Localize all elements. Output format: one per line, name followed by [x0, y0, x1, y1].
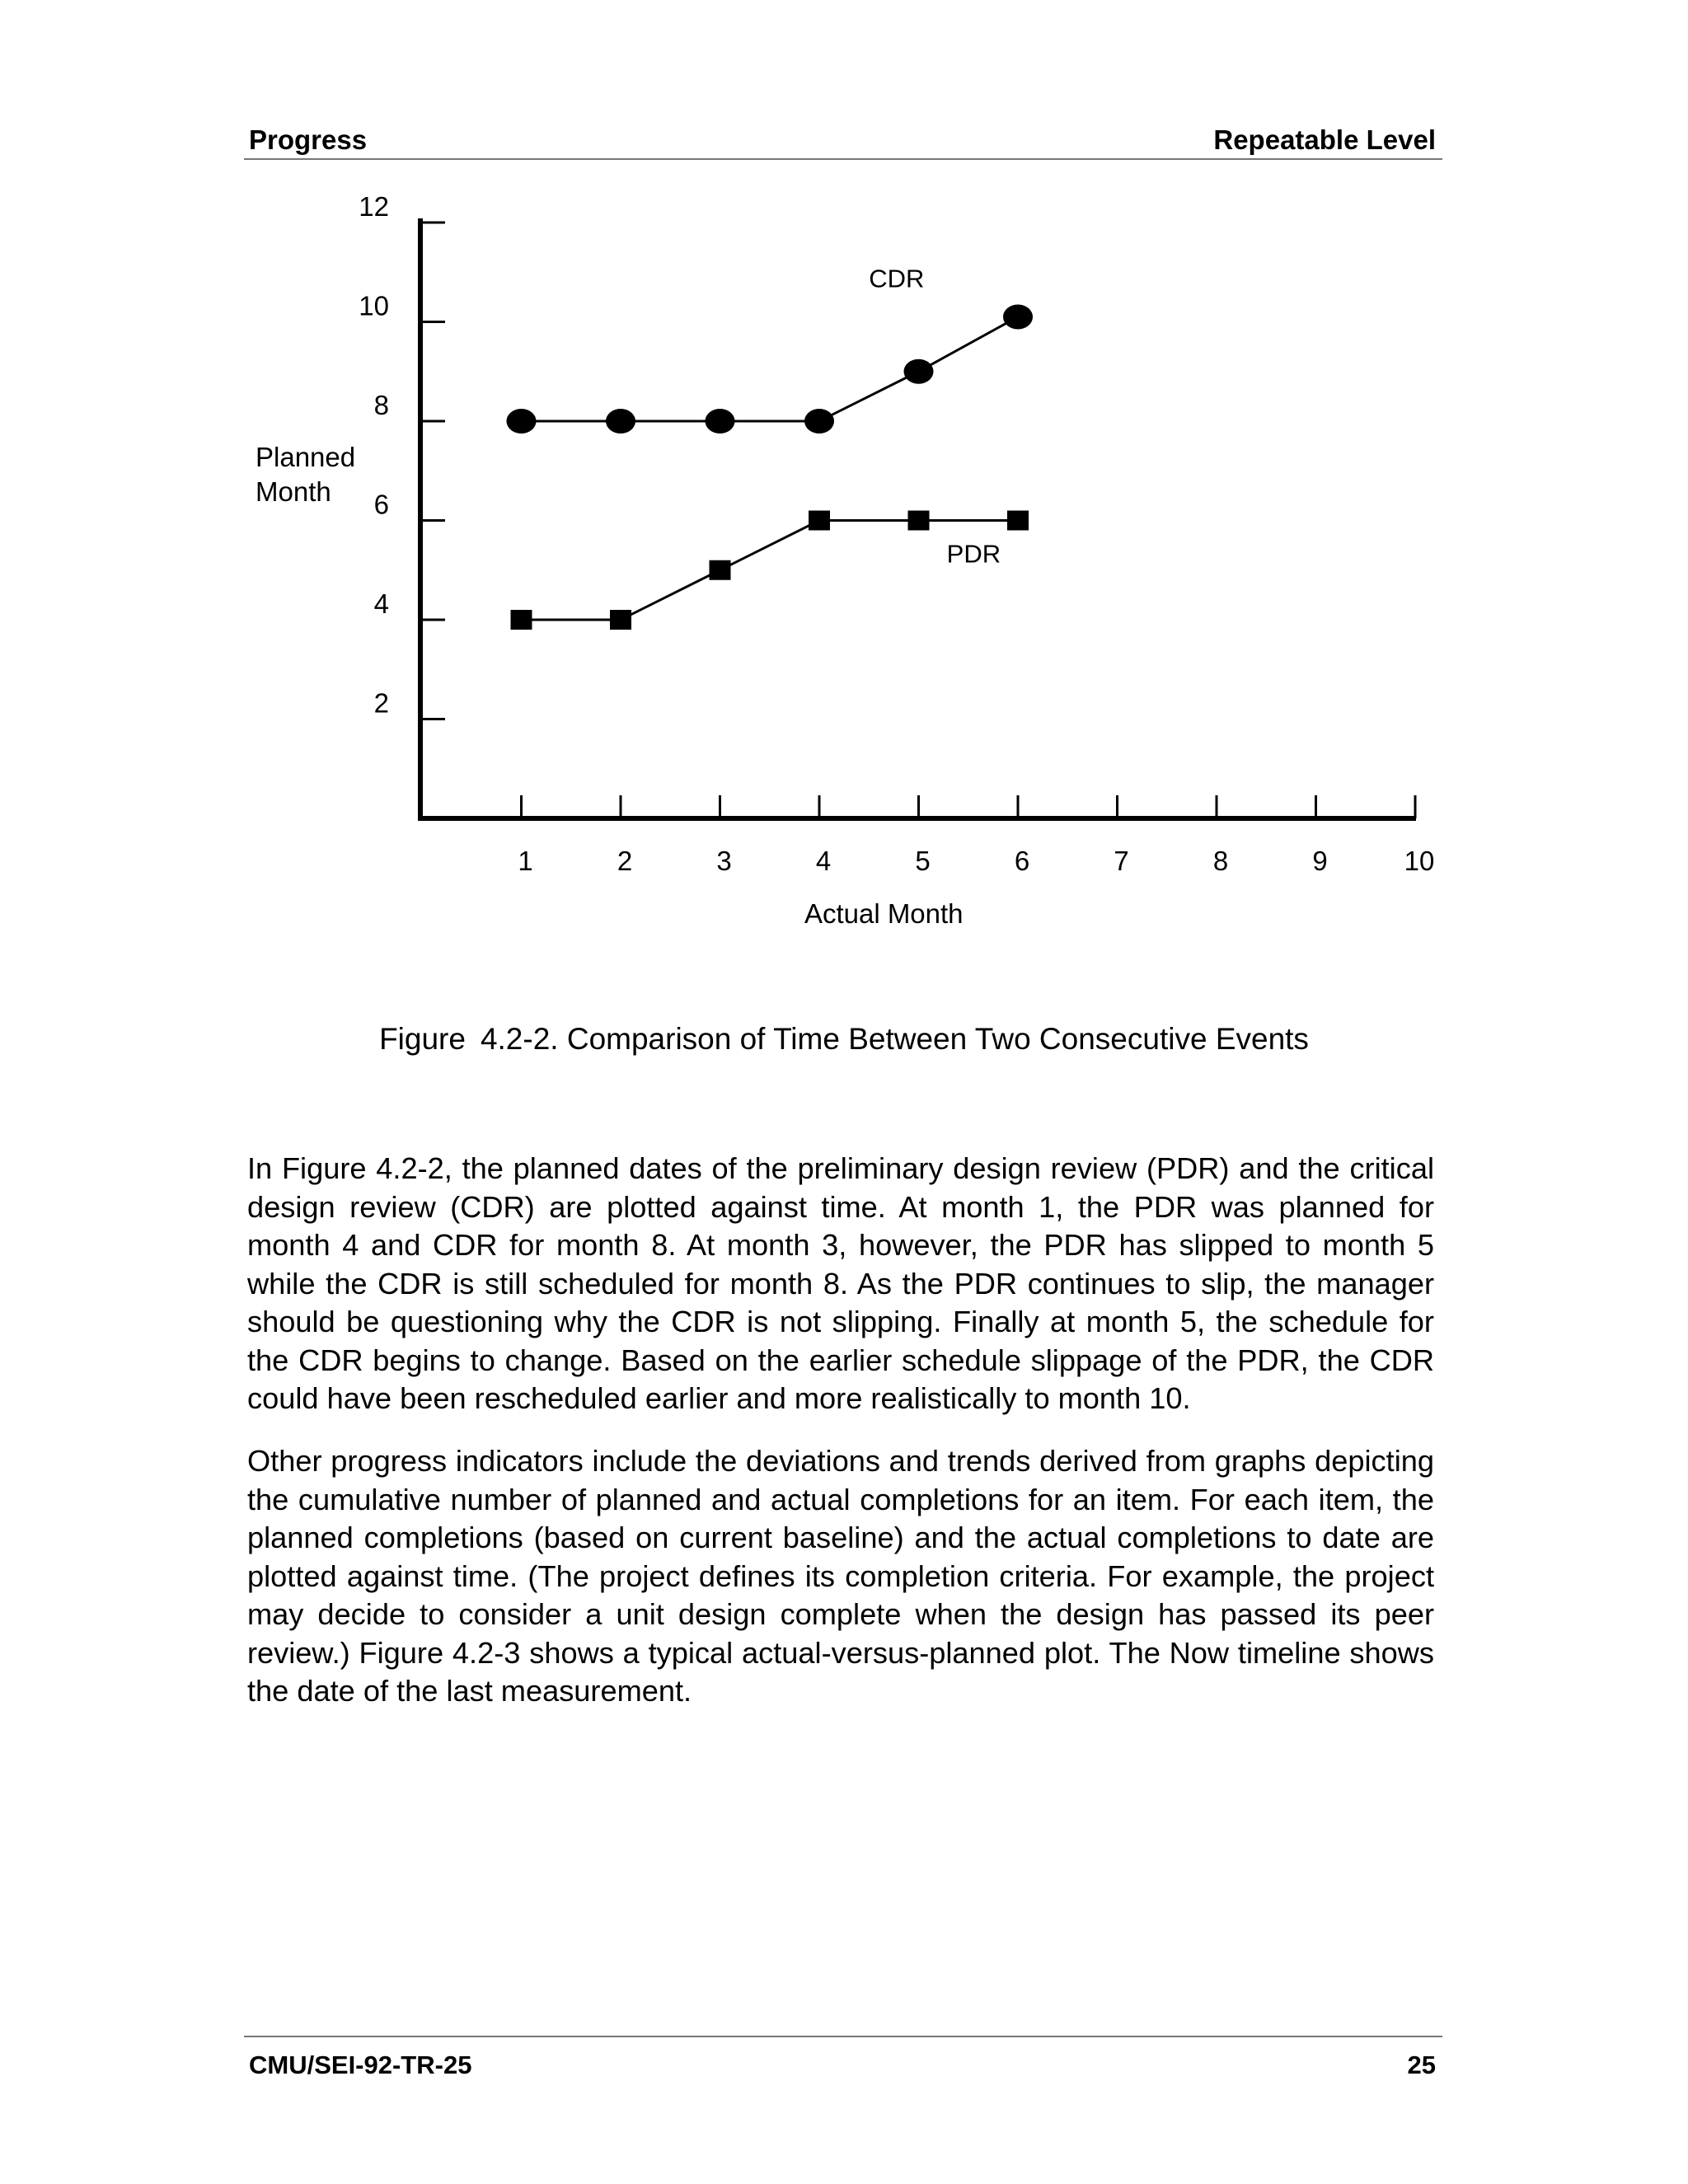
x-tick-label: 5 — [915, 846, 931, 876]
y-tick-label: 2 — [373, 687, 389, 719]
header-level-title: Repeatable Level — [1213, 124, 1436, 155]
cdr-point — [706, 409, 735, 434]
body-paragraph-2: Other progress indicators include the deviations and trends derived from graphs depicting the cumulative number of planned and actual completions for an item. For each item, the planned completions (based on current baseline) and the actual completions to date are plotted against time. (The project defines its completion criteria. For example, the project may decide to consider a unit design complete when the design has passed its peer review.) Figure 4.2-3 shows a typical actual-versus-planned plot. The Now timeline shows the date of the last measurement. — [247, 1444, 1434, 1708]
x-tick-label: 2 — [617, 846, 633, 876]
y-tick-label: 12 — [359, 191, 389, 222]
cdr-point — [1003, 304, 1033, 329]
pdr-point — [710, 560, 731, 580]
footer-page-number: 25 — [1407, 2050, 1436, 2079]
x-tick-label: 1 — [518, 846, 533, 876]
x-tick-label: 4 — [815, 846, 832, 876]
pdr-point — [511, 610, 532, 630]
x-tick-label: 8 — [1212, 846, 1229, 876]
pdr-point — [1007, 511, 1029, 531]
body-paragraph-1: In Figure 4.2-2, the planned dates of the preliminary design review (PDR) and the critical design review (CDR) are plotted against time. At month 1, the PDR was planned for month 4 and CDR for month 8. At month 3, however, the PDR has slipped to month 5 while the CDR is still scheduled for month 8. As the PDR continues to slip, the manager should be questioning why the CDR is not slipping. Finally at month 5, the schedule for the CDR begins to change. Based on the earlier schedule slippage of the PDR, the CDR could have been rescheduled earlier and more realistically to month 10. — [247, 1151, 1434, 1415]
cdr-point — [804, 409, 834, 434]
x-tick-label: 3 — [716, 846, 732, 876]
x-axis-title: Actual Month — [804, 898, 964, 929]
pdr-point — [908, 511, 930, 531]
cdr-series-label: CDR — [869, 264, 925, 293]
y-axis-title — [256, 442, 355, 507]
y-tick-label: 10 — [359, 290, 389, 321]
figure-label: Figure — [379, 1022, 466, 1056]
y-tick-label: 4 — [373, 588, 389, 619]
pdr-point — [610, 610, 631, 630]
x-tick-label: 7 — [1114, 846, 1129, 876]
x-axis-ticks — [518, 795, 1434, 876]
y-axis-ticks — [359, 191, 445, 719]
header-section-title: Progress — [249, 124, 368, 155]
pdr-line — [522, 521, 1019, 621]
x-tick-label: 10 — [1404, 846, 1435, 876]
y-tick-label: 8 — [373, 390, 389, 420]
y-axis-title-line-2: Month — [256, 476, 331, 507]
y-tick-label: 6 — [373, 489, 389, 520]
planned-vs-actual-chart — [0, 0, 1688, 989]
cdr-point — [507, 409, 537, 434]
page-footer — [244, 2036, 1442, 2079]
series-lines — [522, 316, 1019, 620]
pdr-point — [809, 511, 830, 531]
figure-title: 4.2-2. Comparison of Time Between Two Consecutive Events — [480, 1022, 1309, 1056]
chart-labels — [256, 264, 1001, 929]
figure-caption — [0, 1022, 1688, 1057]
pdr-series-label: PDR — [946, 539, 1001, 569]
x-tick-label: 9 — [1312, 846, 1328, 876]
cdr-point — [606, 409, 635, 434]
cdr-point — [904, 359, 934, 384]
x-tick-label: 6 — [1014, 846, 1030, 876]
y-axis-title-line-1: Planned — [256, 442, 356, 472]
footer-report-id: CMU/SEI-92-TR-25 — [249, 2050, 472, 2079]
cdr-line — [522, 316, 1019, 421]
